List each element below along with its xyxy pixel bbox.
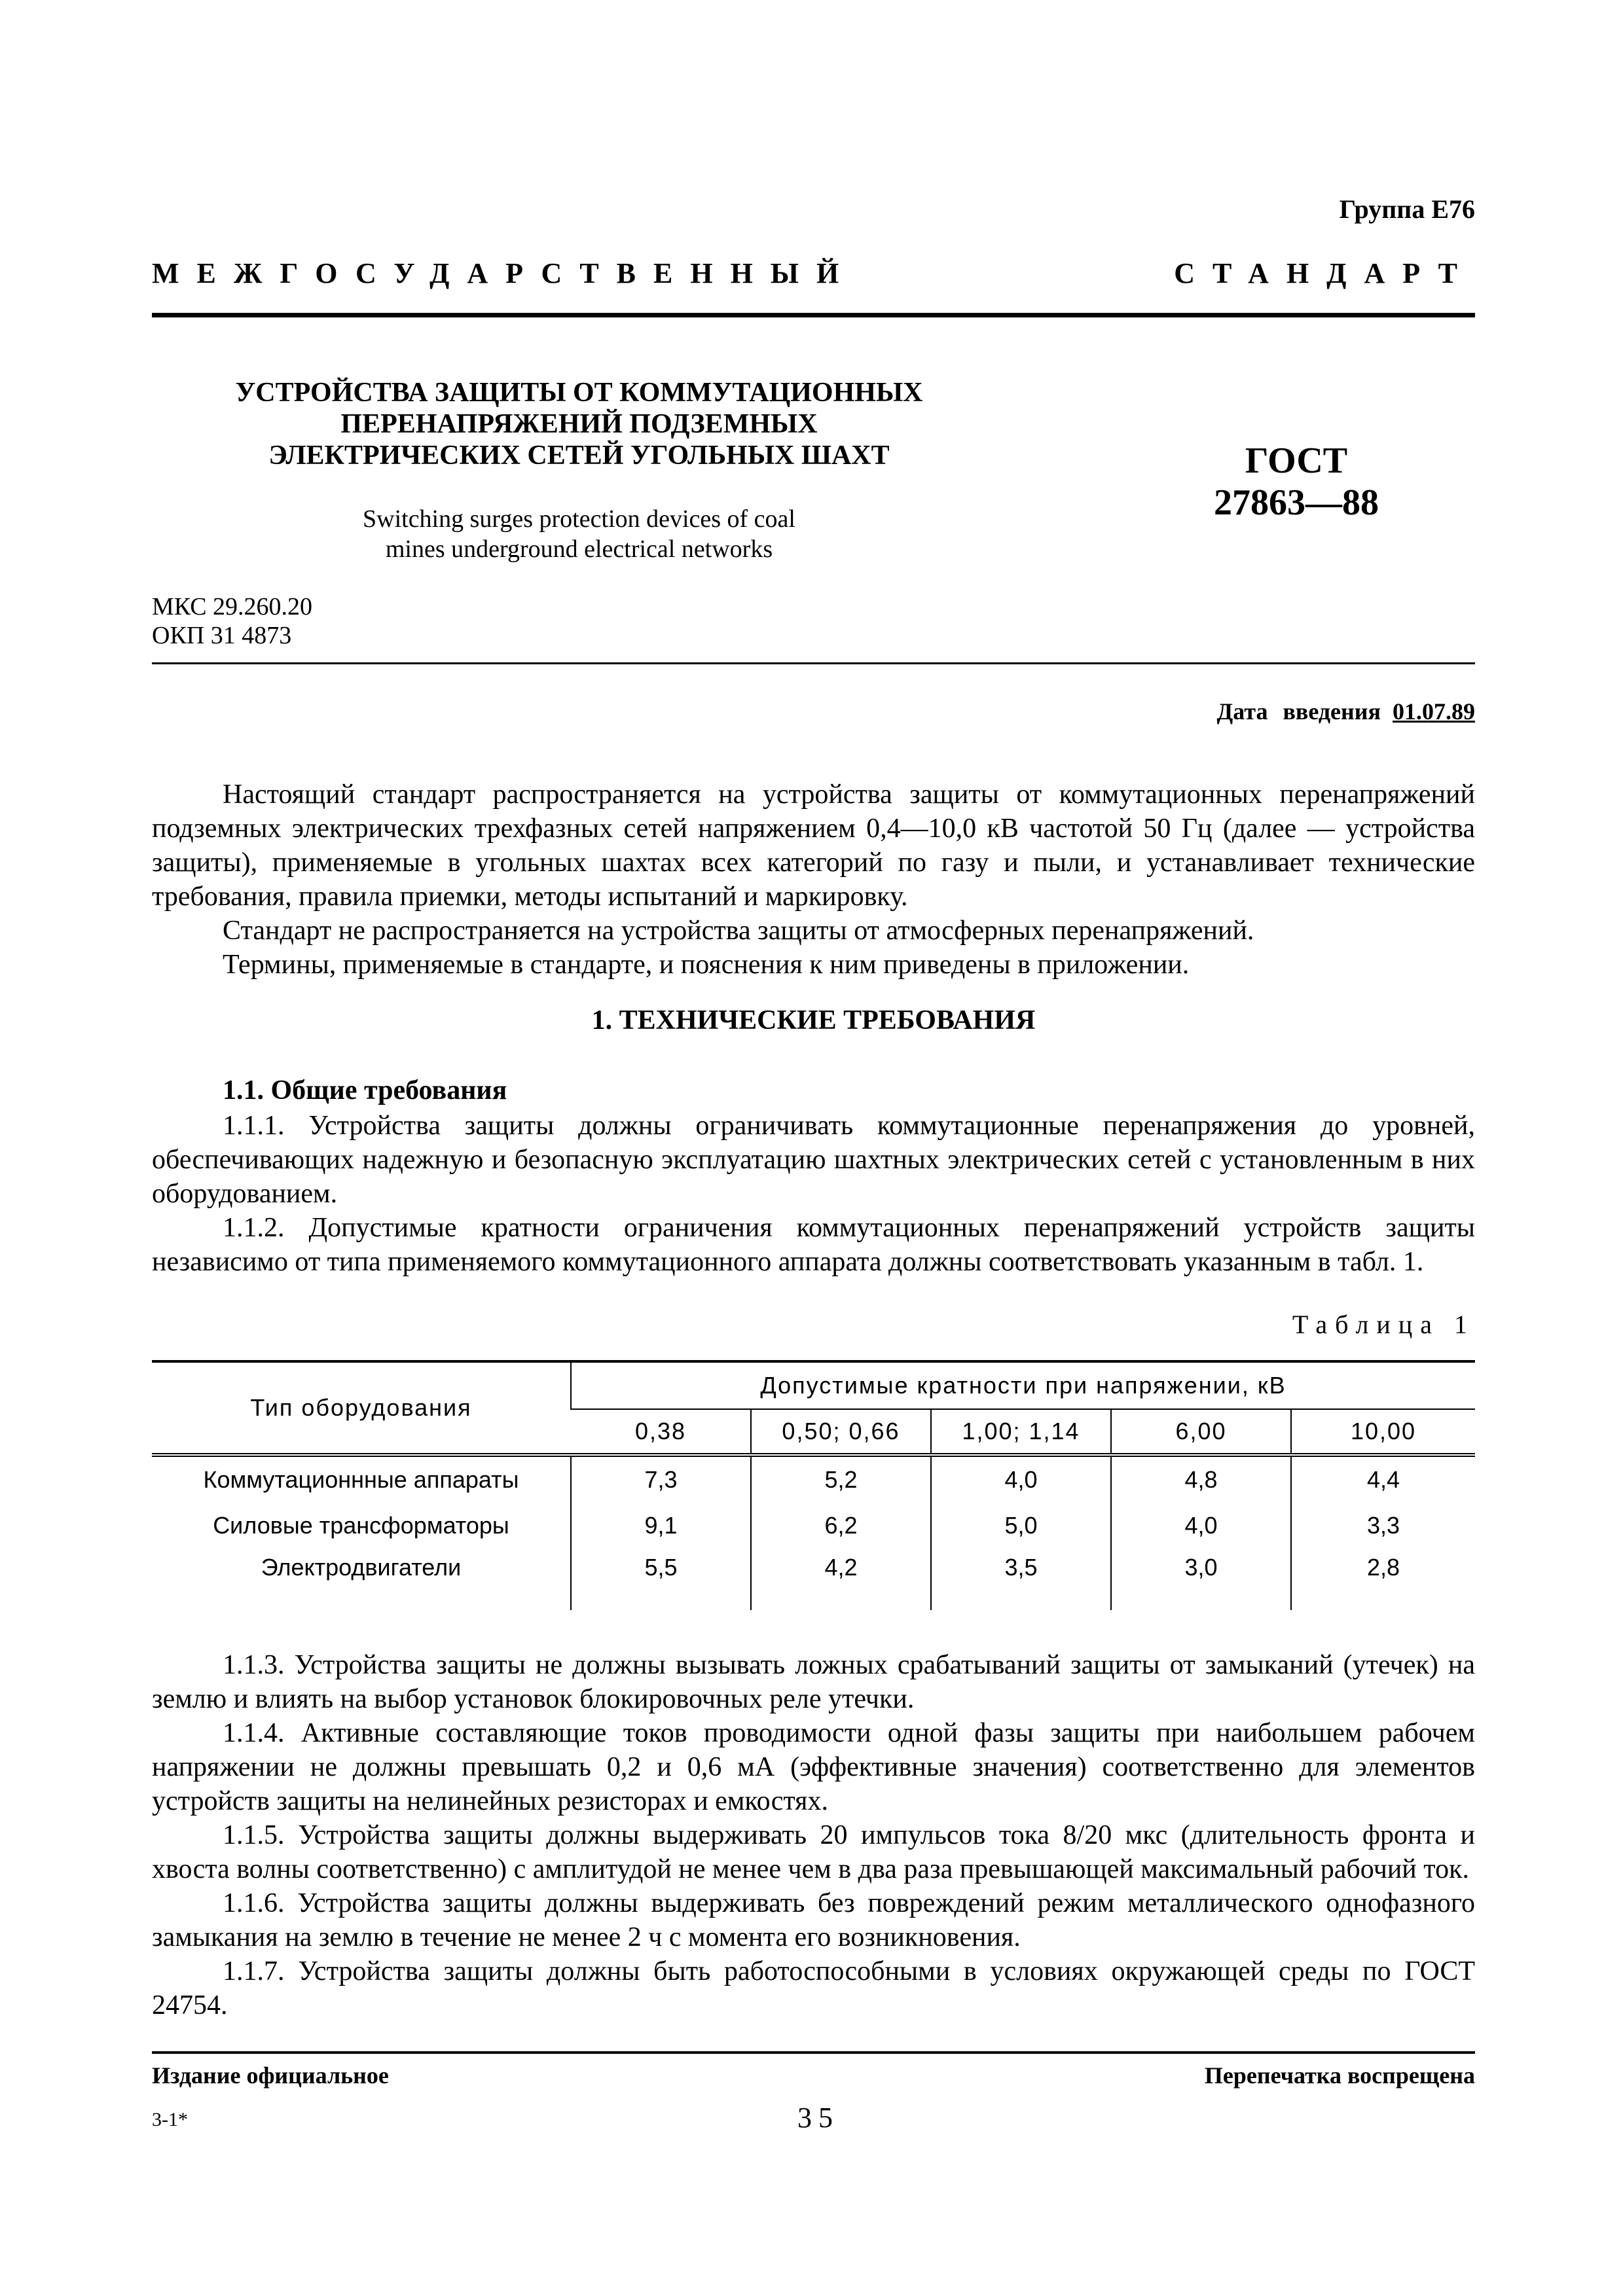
row-label: Силовые трансформаторы xyxy=(213,1512,509,1539)
table-cell: 3,3 xyxy=(1291,1503,1475,1549)
col-header-equipment: Тип оборудования xyxy=(152,1361,571,1455)
gost-identifier xyxy=(1113,440,1480,524)
table-cell: 3,5 xyxy=(931,1549,1111,1610)
table-cell: 5,5 xyxy=(571,1549,751,1610)
page-number: 35 xyxy=(797,2102,839,2134)
table-cell: 4,8 xyxy=(1111,1455,1291,1503)
table-cell: 5,2 xyxy=(751,1455,931,1503)
title-rule xyxy=(152,662,1475,664)
mks-code: МКС 29.260.20 xyxy=(152,593,313,620)
requirement-item: 1.1.3. Устройства защиты не должны вызывать ложных срабатываний защиты от замыканий (утечек) на землю и влиять на выбор установок блокировочных реле утечки. xyxy=(152,1650,1475,1714)
table-cell: 4,2 xyxy=(751,1549,931,1610)
table-cell: 4,4 xyxy=(1291,1455,1475,1503)
banner-standard: СТАНДАРТ xyxy=(1174,257,1475,289)
intro-paragraph: Термины, применяемые в стандарте, и пояснения к ним приведены в приложении. xyxy=(223,950,1190,980)
requirement-item: 1.1.7. Устройства защиты должны быть работоспособными в условиях окружающей среды по ГОСТ 24754. xyxy=(152,1956,1475,2020)
requirement-item: 1.1.1. Устройства защиты должны ограничивать коммутационные перенапряжения до уровней, обеспечивающих надежную и безопасную эксплуатацию шахтных электрических сетей с установленным в них оборудованием. xyxy=(152,1111,1475,1209)
standard-title-ru xyxy=(152,377,1006,471)
table-row xyxy=(152,1455,1475,1503)
footer-rule xyxy=(152,2051,1475,2054)
table-cell: 7,3 xyxy=(571,1455,751,1503)
col-group-header: Допустимые кратности при напряжении, кВ xyxy=(571,1361,1475,1409)
table-row xyxy=(152,1549,1475,1610)
title-ru-line: ПЕРЕНАПРЯЖЕНИЙ ПОДЗЕМНЫХ xyxy=(340,409,818,439)
reprint-prohibited-note: Перепечатка воспрещена xyxy=(1204,2062,1475,2089)
sheet-mark: 3-1* xyxy=(152,2109,188,2130)
requirement-item: 1.1.2. Допустимые кратности ограничения коммутационных перенапряжений устройств защиты независимо от типа применяемого коммутационного аппарата должны соответствовать указанным в табл. 1. xyxy=(152,1213,1475,1277)
header-rule xyxy=(152,313,1475,317)
voltage-header: 0,38 xyxy=(571,1409,751,1455)
official-edition-note: Издание официальное xyxy=(152,2062,389,2089)
gost-label: ГОСТ xyxy=(1245,440,1348,481)
group-label: Группа Е76 xyxy=(1339,194,1475,224)
voltage-header: 1,00; 1,14 xyxy=(931,1409,1111,1455)
classification-codes xyxy=(152,592,312,650)
section-title: 1. ТЕХНИЧЕСКИЕ ТРЕБОВАНИЯ xyxy=(591,1005,1036,1035)
intro-paragraph: Стандарт не распространяется на устройства защиты от атмосферных перенапряжений. xyxy=(223,916,1254,946)
table-cell: 6,2 xyxy=(751,1503,931,1549)
row-label: Электродвигатели xyxy=(261,1554,462,1581)
title-ru-line: УСТРОЙСТВА ЗАЩИТЫ ОТ КОММУТАЦИОННЫХ xyxy=(235,378,923,408)
tolerance-table xyxy=(152,1360,1475,1610)
requirement-item: 1.1.4. Активные составляющие токов проводимости одной фазы защиты при наибольшем рабочем напряжении не должны превышать 0,2 и 0,6 мА (эффективные значения) соответственно для элементов устройств защиты на нелинейных резисторах и емкостях. xyxy=(152,1718,1475,1816)
voltage-header: 0,50; 0,66 xyxy=(751,1409,931,1455)
table-row xyxy=(152,1503,1475,1549)
row-label: Коммутационнные аппараты xyxy=(203,1466,519,1493)
table-cell: 4,0 xyxy=(931,1455,1111,1503)
introduction-date xyxy=(1217,698,1476,725)
requirement-item: 1.1.5. Устройства защиты должны выдерживать 20 импульсов тока 8/20 мкс (длительность фронта и хвоста волны соответственно) с амплитудой не менее чем в два раза превышающей максимальный рабочий ток. xyxy=(152,1820,1475,1884)
requirements-before-table xyxy=(152,1109,1475,1279)
table-cell: 3,0 xyxy=(1111,1549,1291,1610)
intro-text xyxy=(152,778,1475,982)
title-ru-line: ЭЛЕКТРИЧЕСКИХ СЕТЕЙ УГОЛЬНЫХ ШАХТ xyxy=(268,440,890,471)
intro-date-value: 01.07.89 xyxy=(1393,698,1475,725)
intro-date-label: Дата введения xyxy=(1216,698,1381,725)
table-caption: Таблица 1 xyxy=(1292,1310,1475,1339)
standard-title-en xyxy=(152,504,1006,564)
title-en-line: mines underground electrical networks xyxy=(385,535,773,563)
banner-interstate: МЕЖГОСУДАРСТВЕННЫЙ xyxy=(152,257,857,289)
intro-paragraph: Настоящий стандарт распространяется на устройства защиты от коммутационных перенапряжений подземных электрических трехфазных сетей напряжением 0,4—10,0 кВ частотой 50 Гц (далее — устройства защиты), применяемые в угольных шахтах всех категорий по газу и пыли, и устанавливает технические требования, правила приемки, методы испытаний и маркировку. xyxy=(152,780,1475,912)
table-cell: 5,0 xyxy=(931,1503,1111,1549)
voltage-header: 6,00 xyxy=(1111,1409,1291,1455)
table-cell: 2,8 xyxy=(1291,1549,1475,1610)
requirements-after-table xyxy=(152,1648,1475,2022)
requirement-item: 1.1.6. Устройства защиты должны выдерживать без повреждений режим металлического однофазного замыкания на землю в течение не менее 2 ч с момента его возникновения. xyxy=(152,1888,1475,1952)
title-en-line: Switching surges protection devices of coal xyxy=(363,505,795,533)
voltage-header: 10,00 xyxy=(1291,1409,1475,1455)
subsection-title: 1.1. Общие требования xyxy=(223,1075,507,1105)
gost-number: 27863—88 xyxy=(1214,482,1379,523)
okp-code: ОКП 31 4873 xyxy=(152,622,292,649)
table-cell: 9,1 xyxy=(571,1503,751,1549)
table-cell: 4,0 xyxy=(1111,1503,1291,1549)
